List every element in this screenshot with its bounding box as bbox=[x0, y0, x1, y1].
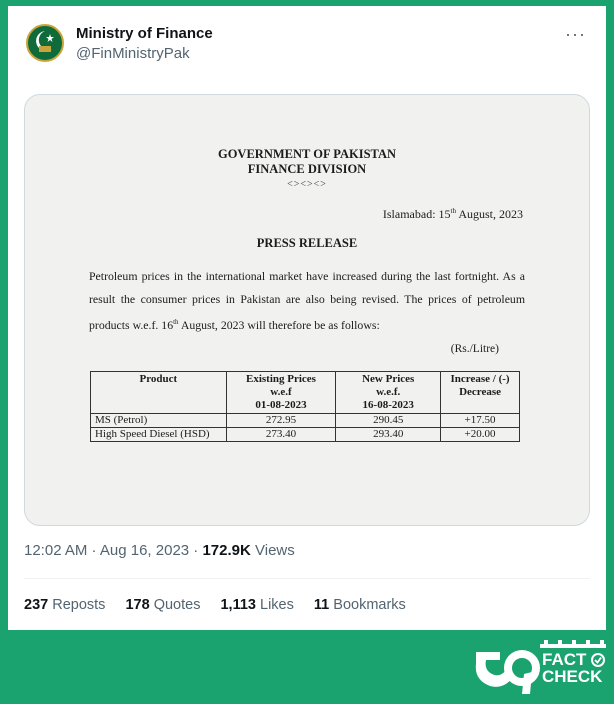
bookmarks-stat[interactable] bbox=[314, 597, 406, 613]
cell-new: 290.45 bbox=[336, 414, 441, 428]
dateline bbox=[383, 207, 523, 222]
views-count: 172.9K bbox=[202, 542, 251, 559]
header-existing bbox=[226, 372, 336, 414]
cell-product: MS (Petrol) bbox=[91, 414, 227, 428]
date-prefix: Islamabad: 15 bbox=[382, 207, 451, 221]
timestamp[interactable]: 12:02 AM · Aug 16, 2023 · bbox=[24, 542, 203, 559]
emblem-icon bbox=[30, 28, 60, 58]
date-sup: th bbox=[450, 207, 456, 215]
header-change bbox=[441, 372, 520, 414]
divider bbox=[24, 578, 590, 579]
reposts-count: 237 bbox=[24, 597, 49, 613]
bookmarks-label: Bookmarks bbox=[329, 597, 406, 613]
reposts-stat[interactable] bbox=[24, 597, 105, 613]
press-release-document bbox=[25, 95, 589, 525]
bookmarks-count: 11 bbox=[313, 597, 330, 613]
header-text: Product bbox=[139, 373, 178, 385]
author-handle[interactable]: @FinMinistryPak bbox=[76, 45, 190, 62]
gov-line2: FINANCE DIVISION bbox=[247, 162, 367, 176]
header-new bbox=[336, 372, 441, 414]
quotes-label: Quotes bbox=[149, 597, 201, 613]
cell-existing: 272.95 bbox=[226, 414, 336, 428]
likes-label: Likes bbox=[255, 597, 294, 613]
views-label: Views bbox=[250, 542, 295, 559]
cell-change: +20.00 bbox=[441, 428, 520, 442]
header-text: Existing Prices bbox=[246, 373, 316, 385]
quotes-count: 178 bbox=[125, 597, 150, 613]
header-product bbox=[91, 372, 227, 414]
press-release-body bbox=[89, 265, 525, 337]
fact-check-watermark bbox=[470, 640, 610, 700]
fact-check-text bbox=[542, 651, 602, 685]
reposts-label: Reposts bbox=[48, 597, 106, 613]
cell-change: +17.50 bbox=[441, 414, 520, 428]
quotes-stat[interactable] bbox=[125, 597, 200, 613]
cell-existing: 273.40 bbox=[226, 428, 336, 442]
author-name[interactable]: Ministry of Finance bbox=[76, 25, 213, 42]
table-row bbox=[91, 414, 520, 428]
para-part2: August, 2023 will therefore be as follows: bbox=[178, 317, 380, 332]
engagement-stats bbox=[24, 597, 422, 613]
header-text: w.e.f bbox=[270, 386, 292, 398]
tweet-header bbox=[26, 24, 588, 68]
likes-count: 1,113 bbox=[220, 597, 256, 613]
cell-new: 293.40 bbox=[336, 428, 441, 442]
header-text: 01-08-2023 bbox=[255, 399, 307, 411]
tweet-image[interactable] bbox=[24, 94, 590, 526]
cell-product: High Speed Diesel (HSD) bbox=[91, 428, 227, 442]
more-options-icon[interactable]: ··· bbox=[565, 24, 586, 44]
fact-line: FACT bbox=[542, 650, 587, 669]
price-table bbox=[90, 371, 520, 442]
para-part1: Petroleum prices in the international market have increased during the last fortnight. As a result the consumer prices in Pakistan are also being revised. The prices of petroleum products w.e.f. 16 bbox=[89, 269, 525, 332]
header-text: w.e.f. bbox=[376, 386, 401, 398]
unit-label: (Rs./Litre) bbox=[450, 343, 499, 355]
header-text: Decrease bbox=[459, 386, 501, 398]
header-text: Increase / (-) bbox=[450, 373, 510, 385]
tweet-card bbox=[8, 6, 606, 630]
date-suffix: August, 2023 bbox=[455, 207, 523, 221]
table-row bbox=[91, 428, 520, 442]
header-text: New Prices bbox=[362, 373, 415, 385]
separator-ornament: <><><> bbox=[287, 179, 327, 190]
document-heading bbox=[25, 147, 589, 177]
press-release-title: PRESS RELEASE bbox=[256, 236, 358, 250]
likes-stat[interactable] bbox=[220, 597, 293, 613]
check-line: CHECK bbox=[542, 667, 603, 686]
header-text: 16-08-2023 bbox=[362, 399, 414, 411]
gov-line1: GOVERNMENT OF PAKISTAN bbox=[217, 147, 397, 161]
tweet-meta bbox=[24, 542, 295, 559]
avatar[interactable] bbox=[26, 24, 64, 62]
table-header-row bbox=[91, 372, 520, 414]
para-sup: th bbox=[173, 318, 179, 326]
